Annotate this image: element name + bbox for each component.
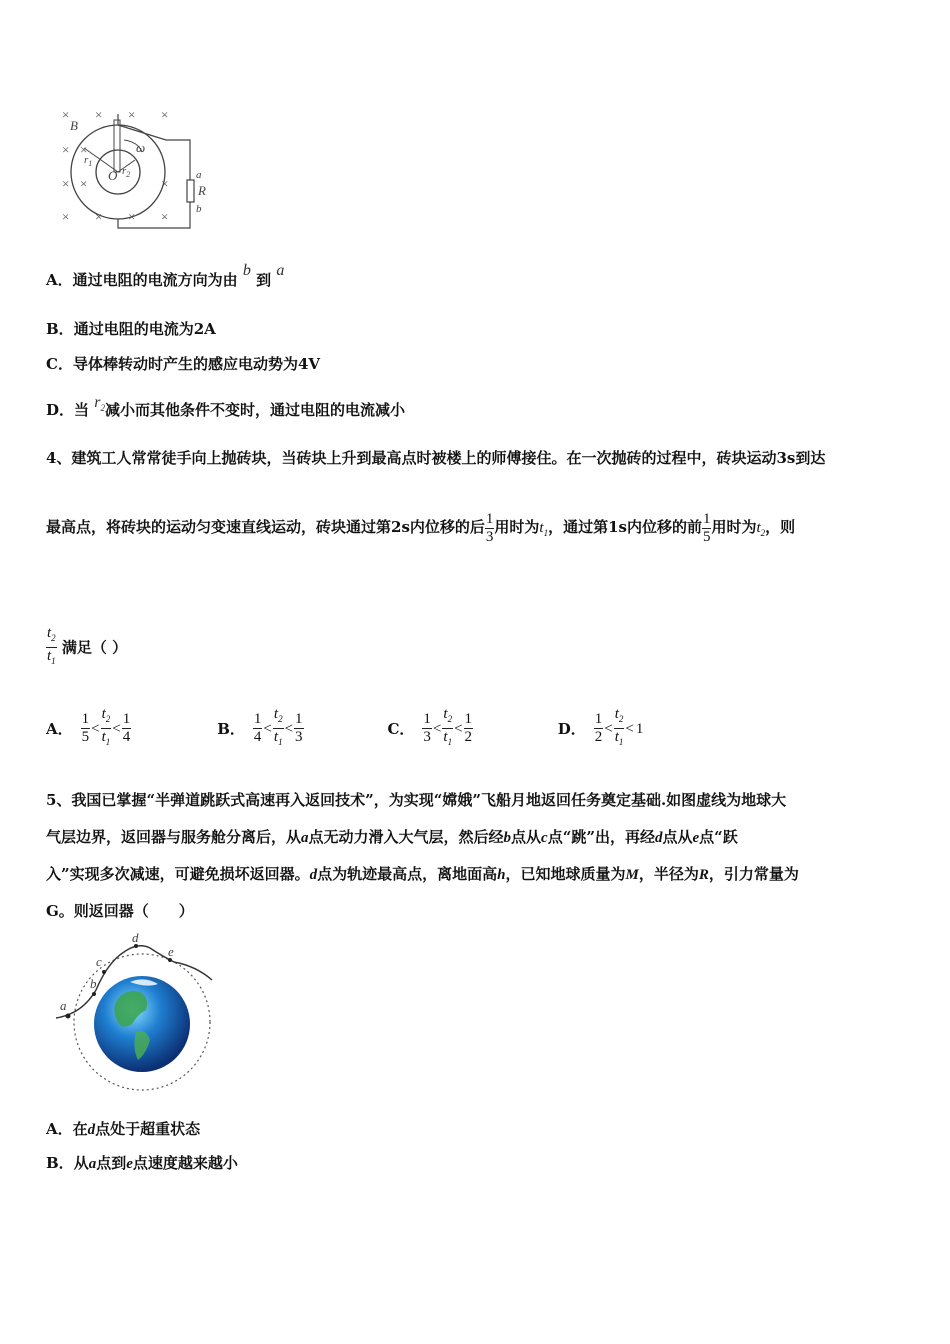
- cross: ×: [161, 107, 169, 122]
- cross: ×: [80, 142, 88, 157]
- point-c: [102, 970, 106, 974]
- label-c: c: [96, 954, 102, 969]
- cross: ×: [62, 107, 70, 122]
- label-omega: ω: [136, 140, 146, 155]
- cross: ×: [128, 209, 136, 224]
- cross: ×: [128, 107, 136, 122]
- q4-option-b: B． $\frac{1}{4}$ < $\frac{t_2}{t_1}$ < $\frac{1}{3}$: [217, 706, 303, 747]
- figure-reentry-trajectory: [46, 932, 226, 1092]
- q5-line-3: 入”实现多次减速，可避免损坏返回器。d点为轨迹最高点，离地面高h，已知地球质量为M，半径为R，引力常量为: [46, 865, 799, 883]
- label-e: e: [168, 944, 174, 959]
- q3-option-d: D．当 $r_2$减小而其他条件不变时，通过电阻的电流减小: [46, 394, 406, 419]
- label-O: O: [108, 168, 118, 183]
- q3-option-c: C．导体棒转动时产生的感应电动势为4V: [46, 355, 321, 373]
- q5-option-a: A．在d点处于超重状态: [46, 1120, 201, 1138]
- label-r1: $r_1$: [84, 154, 93, 168]
- q5-line-2: 气层边界，返回器与服务舱分离后，从a点无动力滑入大气层，然后经b点从c点“跳”出，再经d点从e点“跃: [46, 828, 738, 846]
- label-a: a: [196, 169, 202, 181]
- q4-option-a: A． $\frac{1}{5}$ < $\frac{t_2}{t_1}$ < $\frac{1}{4}$: [46, 706, 131, 747]
- resistor: [187, 180, 194, 202]
- conducting-rod: [114, 120, 120, 172]
- q4-line-3: $\frac{t_2}{t_1}$ 满足（ ）: [46, 625, 127, 670]
- q5-line-4: G。则返回器（ ）: [46, 902, 194, 920]
- q5-line-1: 5、我国已掌握“半弹道跳跃式高速再入返回技术”，为实现“嫦娥”飞船月地返回任务奠定基础.如图虚线为地球大: [46, 791, 787, 809]
- fraction-one-third: $\frac{1}{3}$: [485, 510, 494, 545]
- cross: ×: [95, 107, 103, 122]
- label-R: R: [198, 183, 206, 198]
- q3-option-a: A．通过电阻的电流方向为由 b 到 a: [46, 262, 285, 289]
- q3-option-b: B．通过电阻的电流为2A: [46, 320, 216, 338]
- figure-magnetic-rotor: [50, 100, 230, 240]
- label-B: B: [70, 118, 78, 133]
- label-a: a: [60, 998, 67, 1013]
- point-a: [66, 1014, 71, 1019]
- q4-option-c: C． $\frac{1}{3}$ < $\frac{t_2}{t_1}$ < $\frac{1}{2}$: [387, 706, 473, 747]
- cross: ×: [62, 209, 70, 224]
- cross: ×: [161, 176, 169, 191]
- point-b: [92, 992, 96, 996]
- label-r2: $r_2$: [122, 165, 131, 179]
- cross: ×: [62, 142, 70, 157]
- cross: ×: [161, 209, 169, 224]
- cross: ×: [95, 209, 103, 224]
- label-d: d: [132, 932, 139, 945]
- q4-line-1: 4、建筑工人常常徒手向上抛砖块，当砖块上升到最高点时被楼上的师傅接住。在一次抛砖的过程中，砖块运动3s到达: [46, 449, 826, 467]
- q4-line-2: 最高点，将砖块的运动匀变速直线运动，砖块通过第2s内位移的后 $\frac{1}{3}$ 用时为$t_1$，通过第1s内位移的前 $\frac{1}{5}$ 用时为$t_2$，则: [46, 510, 796, 545]
- q5-option-b: B．从a点到e点速度越来越小: [46, 1154, 238, 1172]
- fraction-one-fifth: $\frac{1}{5}$: [702, 510, 711, 545]
- q4-options: [46, 706, 644, 751]
- label-b: b: [90, 976, 97, 991]
- earth-globe: [94, 976, 190, 1072]
- q4-option-d: D． $\frac{1}{2}$ < $\frac{t_2}{t_1}$ < 1: [557, 706, 644, 747]
- cross: ×: [80, 176, 88, 191]
- cross: ×: [62, 176, 70, 191]
- label-b: b: [196, 203, 202, 215]
- ratio-t2-t1: $\frac{t_2}{t_1}$: [47, 625, 56, 666]
